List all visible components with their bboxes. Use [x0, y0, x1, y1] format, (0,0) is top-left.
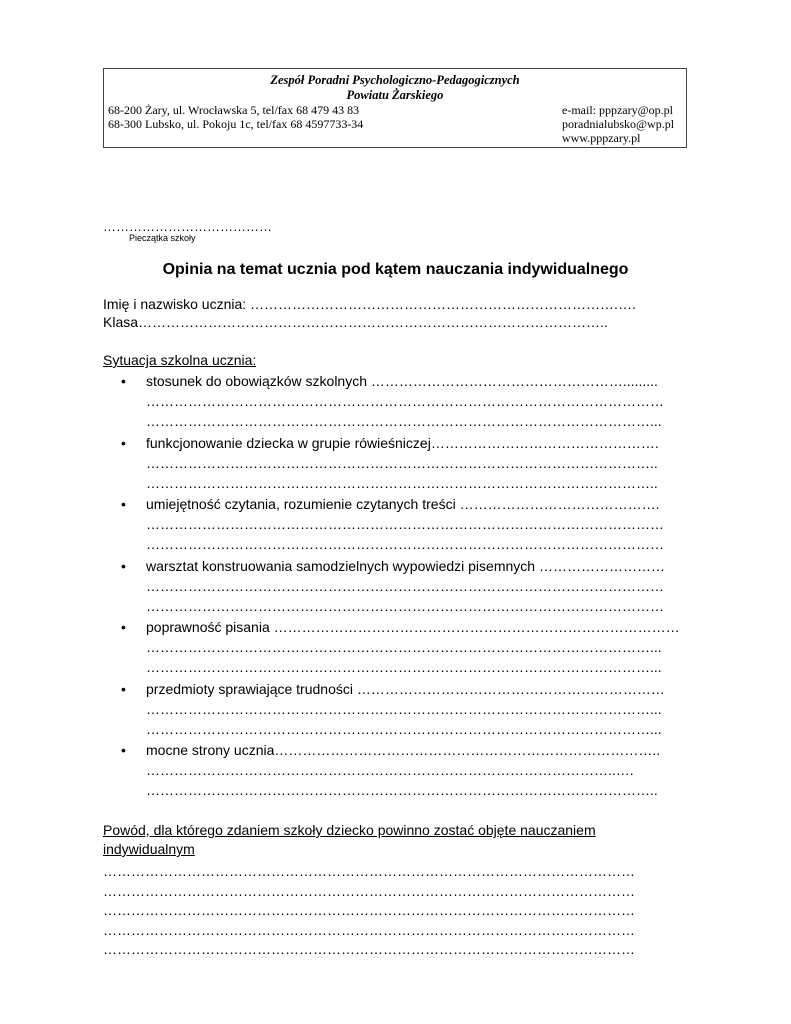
reason-answer-line[interactable]: ……………………………………………………………………………………………………: [103, 921, 635, 938]
letterhead-subtitle: Powiatu Żarskiego: [346, 88, 444, 102]
situation-item-label[interactable]: umiejętność czytania, rozumienie czytanych treści …………………………………….: [146, 496, 660, 512]
document-title: Opinia na temat ucznia pod kątem nauczania indywidualnego: [162, 261, 629, 278]
situation-item-label[interactable]: funkcjonowanie dziecka w grupie rówieśniczej………………………………………….: [146, 435, 659, 451]
situation-item-answer-line[interactable]: ………………………………………………………………………………………………...: [146, 721, 662, 737]
school-stamp-field[interactable]: …………………………………: [103, 219, 272, 234]
situation-item-answer-line[interactable]: …………………………………………………………………………………………………: [146, 578, 664, 594]
situation-item-answer-line[interactable]: ………………………………………………………………………………………………..: [146, 475, 658, 491]
situation-item-answer-line[interactable]: ………………………………………………………………………………………………..: [146, 455, 658, 471]
situation-item-answer-line[interactable]: ………………………………………………………………………………………………...: [146, 639, 662, 655]
website: www.pppzary.pl: [562, 131, 641, 145]
situation-item-answer-line[interactable]: ………………………………………………………………………………………………...: [146, 413, 662, 429]
school-stamp-label: Pieczątka szkoły: [129, 233, 196, 243]
reason-answer-line[interactable]: ……………………………………………………………………………………………………: [103, 882, 635, 899]
reason-heading-line2: indywidualnym: [103, 841, 195, 857]
reason-heading-line1: Powód, dla którego zdaniem szkoły dziecko powinno zostać objęte nauczaniem: [103, 822, 596, 838]
school-situation-heading: Sytuacja szkolna ucznia:: [103, 352, 257, 368]
situation-item-answer-line[interactable]: ………………………………………………………………………………………..….: [146, 762, 634, 778]
student-class-field[interactable]: Klasa………………………………………………………………………………………..: [103, 314, 608, 330]
situation-item-answer-line[interactable]: ………………………………………………………………………………………………...: [146, 701, 662, 717]
situation-item-answer-line[interactable]: …………………………………………………………………………………………………: [146, 516, 664, 532]
bullet-icon: •: [121, 681, 126, 697]
situation-item-answer-line[interactable]: …………………………………………………………………………………………………: [146, 393, 664, 409]
address-lubsko: 68-300 Lubsko, ul. Pokoju 1c, tel/fax 68 4597733-34: [108, 117, 364, 131]
situation-item-answer-line[interactable]: ………………………………………………………………………………………………...: [146, 659, 662, 675]
reason-answer-line[interactable]: ……………………………………………………………………………………………………: [103, 941, 635, 957]
bullet-icon: •: [121, 558, 126, 574]
bullet-icon: •: [121, 619, 126, 635]
situation-item-answer-line[interactable]: …………………………………………………………………………………………………: [146, 598, 664, 614]
email-zary: e-mail: pppzary@op.pl: [562, 103, 674, 117]
letterhead-title: Zespół Poradni Psychologiczno-Pedagogicznych: [270, 73, 520, 87]
situation-item-label[interactable]: przedmioty sprawiające trudności …………………………………………………………: [146, 681, 665, 697]
letterhead-box: [103, 68, 687, 148]
reason-answer-line[interactable]: ……………………………………………………………………………………………………: [103, 863, 635, 879]
email-lubsko: poradnialubsko@wp.pl: [562, 117, 675, 131]
situation-item-label[interactable]: warsztat konstruowania samodzielnych wypowiedzi pisemnych ………………………: [146, 558, 665, 574]
bullet-icon: •: [121, 435, 126, 451]
situation-item-label[interactable]: poprawność pisania ……………………………………………………………………………: [146, 619, 680, 635]
bullet-icon: •: [121, 373, 126, 389]
situation-item-answer-line[interactable]: ………………………………………………………………………………………………..: [146, 782, 658, 798]
address-zary: 68-200 Żary, ul. Wrocławska 5, tel/fax 68 479 43 83: [108, 103, 360, 117]
situation-item-label[interactable]: stosunek do obowiązków szkolnych ……………………………………………….........: [146, 373, 658, 389]
student-name-field[interactable]: Imię i nazwisko ucznia: …………………………………………………………………….….: [103, 296, 636, 312]
reason-answer-line[interactable]: ……………………………………………………………………………………………………: [103, 902, 635, 918]
bullet-icon: •: [121, 496, 126, 512]
situation-item-answer-line[interactable]: …………………………………………………………………………………………………: [146, 536, 664, 552]
situation-item-label[interactable]: mocne strony ucznia………………………………………………………………………..: [146, 742, 661, 758]
bullet-icon: •: [121, 742, 126, 758]
